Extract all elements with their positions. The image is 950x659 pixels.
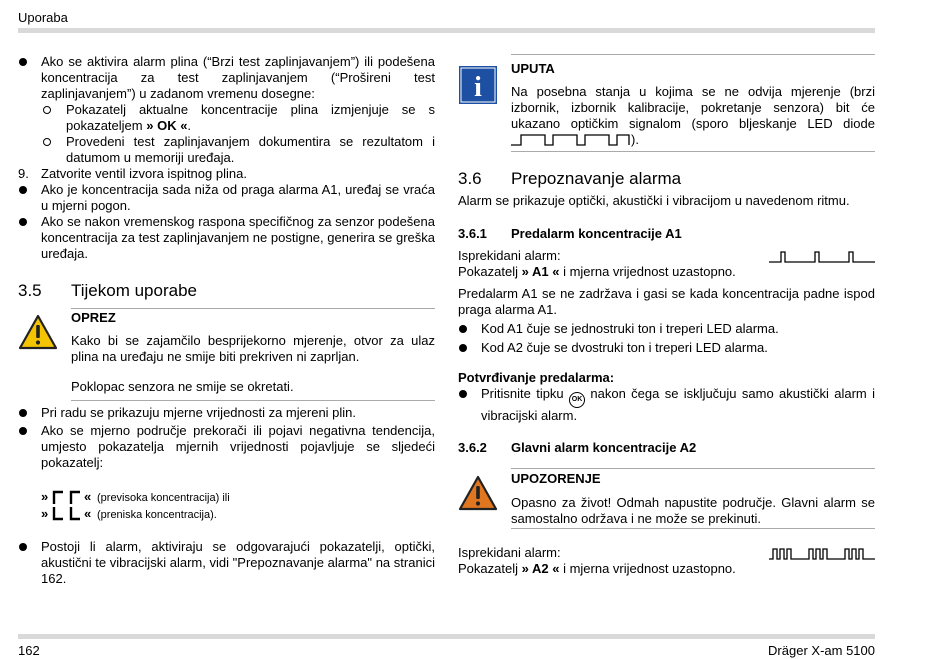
warning-text: Opasno za život! Odmah napustite područje. Glavni alarm se samostalno održava i ne može se prekinuti.	[511, 495, 875, 526]
subsection-heading-3-6-1: 3.6.1 Predalarm koncentracije A1	[458, 226, 682, 241]
bullet-range-exceeded: Ako se mjerno područje prekorači ili pojavi negativna tendencija, umjesto pokazatelja mjernih vrijednosti pojavljuje se sljedeći pokazatelj:	[18, 423, 435, 471]
header-rule	[18, 28, 875, 33]
note-bottom-rule	[511, 151, 875, 152]
a1-indicator-text: Pokazatelj » A1 « i mjerna vrijednost uzastopno.	[458, 264, 736, 279]
a2-alarm-rhythm-icon	[769, 547, 875, 560]
a1-alarm-rhythm-icon	[769, 250, 875, 263]
product-name: Dräger X-am 5100	[768, 643, 875, 658]
left-column	[18, 54, 435, 587]
caution-title: OPREZ	[71, 310, 116, 325]
footer-rule	[18, 634, 875, 639]
warning-box	[458, 469, 875, 527]
section-rule	[71, 308, 435, 309]
bullet-a2-tone: Kod A2 čuje se dvostruki ton i treperi LED alarma.	[458, 340, 875, 356]
warning-triangle-icon	[18, 314, 58, 350]
sub-bullet-documented: Provedeni test zaplinjavanjem dokumentira se rezultatom i datumom u memoriji uređaja.	[18, 134, 435, 166]
running-header: Uporaba	[18, 10, 68, 25]
step-9: 9. Zatvorite ventil izvora ispitnog plina.	[18, 166, 247, 181]
bullet-a1-tone: Kod A1 čuje se jednostruki ton i treperi LED alarma.	[458, 321, 875, 337]
note-box	[458, 55, 875, 147]
svg-text:i: i	[474, 72, 482, 103]
bullet-measured-values: Pri radu se prikazuju mjerne vrijednosti za mjereni plin.	[18, 405, 435, 421]
note-text: Na posebna stanja u kojima se ne odvija mjerenje (brzi izbornik, izbornik kalibracije, pokretanje senzora) bit će ukazano optičkim signalom (sporo bljeskanje LED diode ).	[511, 84, 875, 147]
warning-bottom-rule	[511, 528, 875, 529]
caution-box	[18, 310, 435, 400]
a1-intermittent-row: Isprekidani alarm:	[458, 248, 875, 264]
bullet-below-a1: Ako je koncentracija sada niža od praga alarma A1, uređaj se vraća u mjerni pogon.	[18, 182, 435, 214]
over-range-glyph-icon	[52, 490, 84, 505]
subsection-heading-3-6-2: 3.6.2 Glavni alarm koncentracije A2	[458, 440, 697, 455]
ok-button-icon: OK	[569, 392, 585, 408]
right-column	[458, 54, 875, 577]
warning-title: UPOZORENJE	[511, 471, 601, 486]
under-range-glyph-icon	[52, 506, 84, 521]
confirm-prealarm-title: Potvrđivanje predalarma:	[458, 370, 615, 385]
bullet-confirm-prealarm: Pritisnite tipku OK nakon čega se isključuju samo akustički alarm i vibracijski alarm.	[458, 386, 875, 424]
slow-blink-signal-icon	[511, 133, 631, 146]
caution-rule	[71, 400, 435, 401]
section-heading-3-5: 3.5 Tijekom uporabe	[18, 281, 197, 300]
a1-description: Predalarm A1 se ne zadržava i gasi se kada koncentracija padne ispod praga alarma A1.	[458, 286, 875, 317]
a2-indicator-text: Pokazatelj » A2 « i mjerna vrijednost uzastopno.	[458, 561, 736, 576]
alarm-intro: Alarm se prikazuje optički, akustički i vibracijom u navedenom ritmu.	[458, 193, 850, 208]
bullet-gas-test-result: Ako se aktivira alarm plina (“Brzi test zaplinjavanjem”) ili podešena koncentracija za test zaplinjavanjem (“Prošireni test zaplinjavanjem”) u zadanom vremenu dosegne:	[18, 54, 435, 102]
info-icon	[458, 65, 498, 105]
warning-triangle-icon	[458, 475, 498, 511]
caution-text-1: Kako bi se zajamčilo besprijekorno mjerenje, otvor za ulaz plina na uređaju ne smije biti prekriven ni zaprljan.	[71, 333, 435, 364]
caution-text-2: Poklopac senzora ne smije se okretati.	[71, 379, 294, 394]
bullet-device-error: Ako se nakon vremenskog raspona specifičnog za senzor podešena koncentracija za test zaplinjavanjem ne postigne, generira se greška uređaja.	[18, 214, 435, 262]
section-heading-3-6: 3.6 Prepoznavanje alarma	[458, 169, 682, 188]
note-title: UPUTA	[511, 61, 555, 76]
page-number: 162	[18, 643, 40, 658]
bullet-alarm-reference: Postoji li alarm, aktiviraju se odgovarajući pokazatelji, optički, akustični te vibracijski alarm, vidi "Prepoznavanje alarma" na stranici 162.	[18, 539, 435, 587]
sub-bullet-ok-indicator: Pokazatelj aktualne koncentracije plina izmjenjuje se s pokazateljem » OK «.	[18, 102, 435, 134]
a2-intermittent-row: Isprekidani alarm:	[458, 545, 875, 561]
range-indicators: » « (previsoka koncentracija) ili » « (preniska koncentracija).	[41, 489, 230, 521]
